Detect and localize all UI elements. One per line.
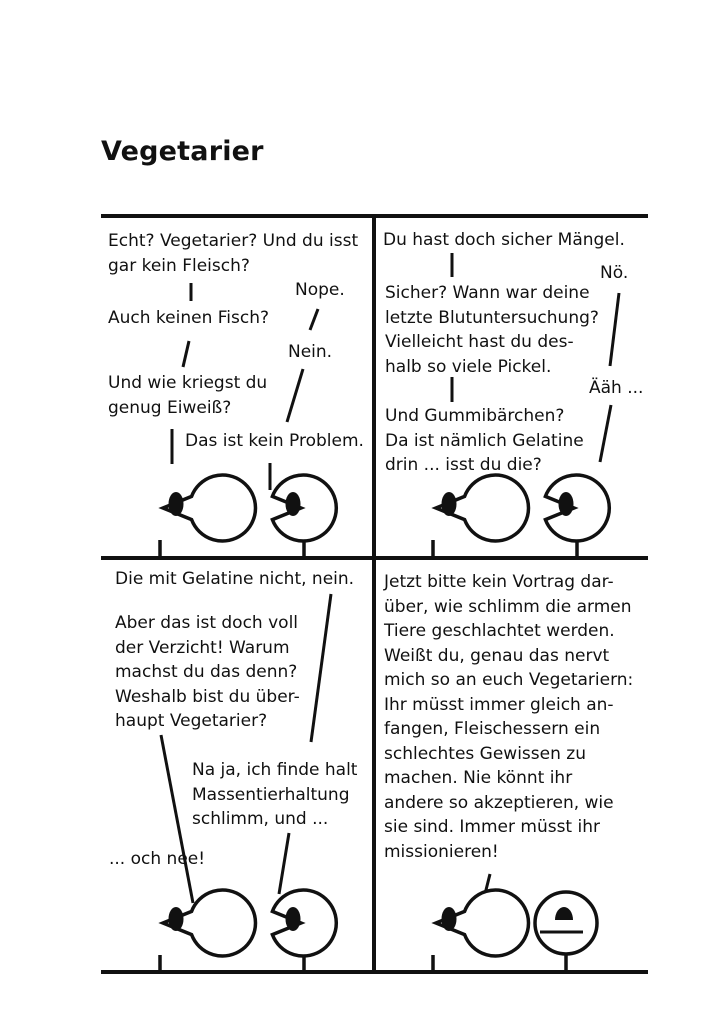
p3-speech-2: Aber das ist doch voll der Verzicht! Warum machst du das denn? Weshalb bist du über- haupt Vegetarier? [115, 613, 300, 731]
character-left-panel4 [433, 890, 528, 970]
character-right-panel1 [272, 475, 336, 556]
p3-speech-1: Die mit Gelatine nicht, nein. [115, 569, 355, 589]
p2-speech-1: Du hast doch sicher Mängel. [383, 230, 625, 250]
character-right-panel2 [545, 475, 609, 556]
page-title: Vegetarier [101, 136, 264, 167]
character-right-panel3 [272, 890, 336, 970]
p1-speech-6: Das ist kein Problem. [185, 431, 364, 451]
p4-speech-1: Jetzt bitte kein Vortrag dar- über, wie schlimm die armen Tiere geschlachtet werden. Weißt du, genau das nervt mich so an euch Vegetariern: Ihr müsst immer gleich an- fangen, Fleischessern ein schlechtes Gewissen zu machen. Nie könnt ihr andere so akzeptieren, wie sie sind. Immer müsst ihr missionieren! [384, 572, 634, 862]
p3-speech-4: ... och nee! [109, 849, 206, 869]
p1-speech-2: Nope. [295, 280, 345, 300]
p2-speech-4: Ääh ... [589, 378, 644, 398]
p2-speech-2: Nö. [600, 263, 629, 283]
character-left-panel2 [433, 475, 528, 556]
p2-speech-3: Sicher? Wann war deine letzte Blutuntersuchung? Vielleicht hast du des- halb so viele Pickel. [385, 283, 599, 377]
character-left-panel1 [160, 475, 255, 556]
p1-speech-1: Echt? Vegetarier? Und du isst gar kein Fleisch? [108, 231, 359, 276]
character-left-panel3 [160, 890, 255, 970]
p1-speech-4: Nein. [288, 342, 333, 362]
p2-speech-5: Und Gummibärchen? Da ist nämlich Gelatine drin ... isst du die? [385, 406, 584, 475]
p1-speech-5: Und wie kriegst du genug Eiweiß? [108, 373, 268, 418]
character-right-panel4-annoyed [535, 892, 597, 970]
p1-speech-3: Auch keinen Fisch? [108, 308, 270, 328]
p3-speech-3: Na ja, ich finde halt Massentierhaltung schlimm, und ... [192, 760, 358, 829]
